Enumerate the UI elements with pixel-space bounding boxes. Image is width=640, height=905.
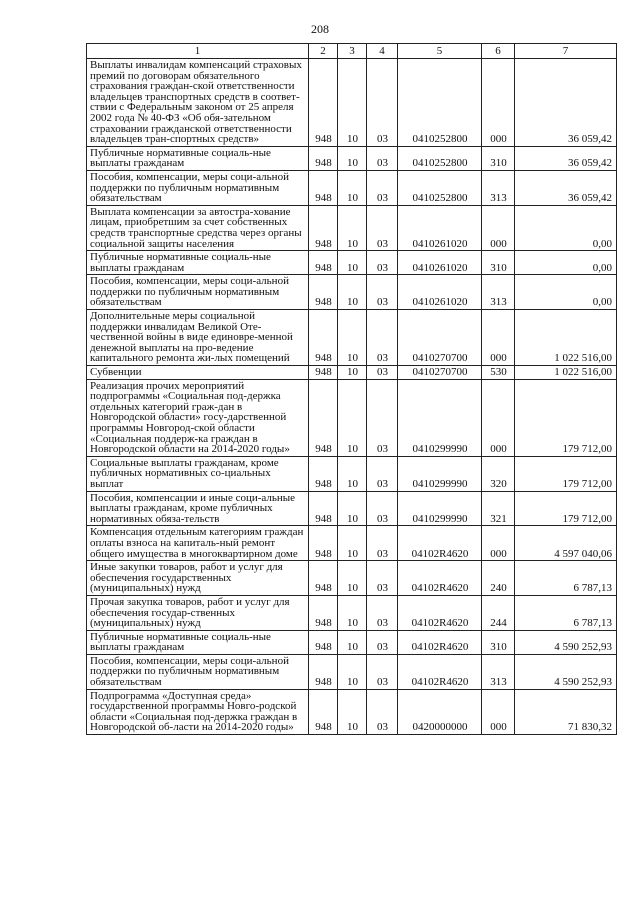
row-section-code: 10: [338, 275, 367, 310]
row-expense-type: 000: [482, 689, 515, 734]
row-expense-type: 244: [482, 595, 515, 630]
row-expense-type: 000: [482, 59, 515, 147]
row-subsection-code: 03: [367, 366, 398, 380]
page-number: 208: [311, 22, 329, 36]
table-row: [87, 275, 617, 310]
row-amount: 71 830,32: [515, 689, 617, 734]
row-amount: 179 712,00: [515, 491, 617, 526]
table-row: [87, 491, 617, 526]
row-subsection-code: 03: [367, 59, 398, 147]
row-target-article: 0410261020: [398, 205, 482, 250]
row-subsection-code: 03: [367, 491, 398, 526]
header-cell-1: 1: [87, 44, 309, 59]
row-target-article: 0420000000: [398, 689, 482, 734]
row-target-article: 04102R4620: [398, 630, 482, 654]
row-target-article: 04102R4620: [398, 526, 482, 561]
row-target-article: 0410261020: [398, 275, 482, 310]
row-amount: 0,00: [515, 205, 617, 250]
header-cell-4: 4: [367, 44, 398, 59]
row-subsection-code: 03: [367, 630, 398, 654]
row-subsection-code: 03: [367, 689, 398, 734]
row-description: Прочая закупка товаров, работ и услуг для обеспечения государ-ственных (муниципальных) нужд: [87, 595, 309, 630]
row-section-code: 10: [338, 595, 367, 630]
row-description: Выплата компенсации за автостра-хование лицам, приобретшим за счет собственных средств транспортные средства через органы социальной защиты населения: [87, 205, 309, 250]
table-row: [87, 146, 617, 170]
row-ministry-code: 948: [309, 310, 338, 366]
row-expense-type: 320: [482, 456, 515, 491]
table-row: [87, 595, 617, 630]
table-row: [87, 366, 617, 380]
row-expense-type: 313: [482, 654, 515, 689]
row-target-article: 04102R4620: [398, 654, 482, 689]
table-row: [87, 205, 617, 250]
row-section-code: 10: [338, 59, 367, 147]
table-row: [87, 251, 617, 275]
row-target-article: 0410252800: [398, 146, 482, 170]
row-ministry-code: 948: [309, 366, 338, 380]
row-ministry-code: 948: [309, 170, 338, 205]
row-description: Пособия, компенсации, меры соци-альной поддержки по публичным нормативным обязательствам: [87, 654, 309, 689]
row-subsection-code: 03: [367, 310, 398, 366]
row-target-article: 0410270700: [398, 366, 482, 380]
row-ministry-code: 948: [309, 689, 338, 734]
row-expense-type: 313: [482, 275, 515, 310]
row-ministry-code: 948: [309, 561, 338, 596]
header-cell-2: 2: [309, 44, 338, 59]
row-amount: 1 022 516,00: [515, 366, 617, 380]
row-section-code: 10: [338, 526, 367, 561]
table-row: [87, 526, 617, 561]
row-amount: 4 590 252,93: [515, 654, 617, 689]
row-target-article: 0410270700: [398, 310, 482, 366]
row-expense-type: 240: [482, 561, 515, 596]
row-description: Реализация прочих мероприятий подпрограммы «Социальная под-держка отдельных категорий граж-дан в Новгородской области» госу-дарственной программы Новгород-ской области «Социальная поддерж-ка граждан в Новгородской области на 2014-2020 годы»: [87, 379, 309, 456]
row-target-article: 0410252800: [398, 59, 482, 147]
table-row: [87, 379, 617, 456]
row-expense-type: 000: [482, 379, 515, 456]
row-expense-type: 313: [482, 170, 515, 205]
row-section-code: 10: [338, 456, 367, 491]
row-description: Иные закупки товаров, работ и услуг для обеспечения государственных (муниципальных) нужд: [87, 561, 309, 596]
row-subsection-code: 03: [367, 379, 398, 456]
table-row: [87, 630, 617, 654]
row-ministry-code: 948: [309, 491, 338, 526]
row-amount: 1 022 516,00: [515, 310, 617, 366]
row-target-article: 04102R4620: [398, 561, 482, 596]
row-subsection-code: 03: [367, 251, 398, 275]
row-ministry-code: 948: [309, 59, 338, 147]
row-subsection-code: 03: [367, 205, 398, 250]
row-description: Субвенции: [87, 366, 309, 380]
row-subsection-code: 03: [367, 146, 398, 170]
row-section-code: 10: [338, 561, 367, 596]
row-ministry-code: 948: [309, 379, 338, 456]
row-ministry-code: 948: [309, 595, 338, 630]
row-amount: 4 597 040,06: [515, 526, 617, 561]
row-ministry-code: 948: [309, 146, 338, 170]
row-amount: 36 059,42: [515, 146, 617, 170]
row-section-code: 10: [338, 491, 367, 526]
row-amount: 6 787,13: [515, 595, 617, 630]
row-description: Пособия, компенсации и иные соци-альные выплаты гражданам, кроме публичных нормативных обяза-тельств: [87, 491, 309, 526]
row-section-code: 10: [338, 251, 367, 275]
table-row: [87, 170, 617, 205]
row-description: Публичные нормативные социаль-ные выплаты гражданам: [87, 251, 309, 275]
row-target-article: 04102R4620: [398, 595, 482, 630]
row-subsection-code: 03: [367, 526, 398, 561]
row-description: Публичные нормативные социаль-ные выплаты гражданам: [87, 630, 309, 654]
row-target-article: 0410252800: [398, 170, 482, 205]
table-row: [87, 689, 617, 734]
row-subsection-code: 03: [367, 561, 398, 596]
row-section-code: 10: [338, 170, 367, 205]
row-ministry-code: 948: [309, 456, 338, 491]
table-row: [87, 59, 617, 147]
row-amount: 36 059,42: [515, 170, 617, 205]
row-expense-type: 310: [482, 630, 515, 654]
budget-table: [86, 43, 617, 735]
row-target-article: 0410299990: [398, 491, 482, 526]
row-amount: 6 787,13: [515, 561, 617, 596]
row-expense-type: 000: [482, 205, 515, 250]
row-amount: 36 059,42: [515, 59, 617, 147]
table-row: [87, 561, 617, 596]
row-section-code: 10: [338, 366, 367, 380]
row-ministry-code: 948: [309, 654, 338, 689]
row-amount: 179 712,00: [515, 456, 617, 491]
row-section-code: 10: [338, 630, 367, 654]
row-description: Пособия, компенсации, меры соци-альной поддержки по публичным нормативным обязательствам: [87, 275, 309, 310]
table-row: [87, 654, 617, 689]
row-section-code: 10: [338, 654, 367, 689]
row-ministry-code: 948: [309, 630, 338, 654]
row-subsection-code: 03: [367, 170, 398, 205]
header-cell-3: 3: [338, 44, 367, 59]
row-expense-type: 000: [482, 526, 515, 561]
row-section-code: 10: [338, 310, 367, 366]
row-expense-type: 000: [482, 310, 515, 366]
table-row: [87, 456, 617, 491]
table-row: [87, 310, 617, 366]
row-ministry-code: 948: [309, 251, 338, 275]
row-subsection-code: 03: [367, 595, 398, 630]
header-cell-5: 5: [398, 44, 482, 59]
header-cell-7: 7: [515, 44, 617, 59]
row-expense-type: 310: [482, 251, 515, 275]
row-description: Социальные выплаты гражданам, кроме публичных нормативных со-циальных выплат: [87, 456, 309, 491]
header-cell-6: 6: [482, 44, 515, 59]
row-expense-type: 310: [482, 146, 515, 170]
row-amount: 0,00: [515, 275, 617, 310]
row-ministry-code: 948: [309, 526, 338, 561]
row-section-code: 10: [338, 146, 367, 170]
row-subsection-code: 03: [367, 654, 398, 689]
row-expense-type: 530: [482, 366, 515, 380]
row-amount: 0,00: [515, 251, 617, 275]
row-target-article: 0410299990: [398, 379, 482, 456]
table-body: [87, 44, 617, 735]
row-ministry-code: 948: [309, 205, 338, 250]
row-description: Выплаты инвалидам компенсаций страховых премий по договорам обязательного страхования граждан-ской ответственности владельцев транспортных средств в соответ-ствии с Федеральным законом от 25 апреля 2002 года № 40-ФЗ «Об обя-зательном страховании гражданской ответственности владельцев тран-спортных средств»: [87, 59, 309, 147]
row-description: Пособия, компенсации, меры соци-альной поддержки по публичным нормативным обязательствам: [87, 170, 309, 205]
row-section-code: 10: [338, 689, 367, 734]
row-target-article: 0410299990: [398, 456, 482, 491]
row-section-code: 10: [338, 379, 367, 456]
row-expense-type: 321: [482, 491, 515, 526]
row-amount: 4 590 252,93: [515, 630, 617, 654]
row-description: Компенсация отдельным категориям граждан оплаты взноса на капиталь-ный ремонт общего имущества в многоквартирном доме: [87, 526, 309, 561]
row-subsection-code: 03: [367, 275, 398, 310]
row-amount: 179 712,00: [515, 379, 617, 456]
header-row: [87, 44, 617, 59]
row-description: Публичные нормативные социаль-ные выплаты гражданам: [87, 146, 309, 170]
row-target-article: 0410261020: [398, 251, 482, 275]
row-subsection-code: 03: [367, 456, 398, 491]
row-section-code: 10: [338, 205, 367, 250]
row-description: Подпрограмма «Доступная среда» государственной программы Новго-родской области «Социальная под-держка граждан в Новгородской об-ласти на 2014-2020 годы»: [87, 689, 309, 734]
row-ministry-code: 948: [309, 275, 338, 310]
row-description: Дополнительные меры социальной поддержки инвалидам Великой Оте-чественной войны в виде единовре-менной денежной выплаты на про-ведение капитального ремонта жи-лых помещений: [87, 310, 309, 366]
